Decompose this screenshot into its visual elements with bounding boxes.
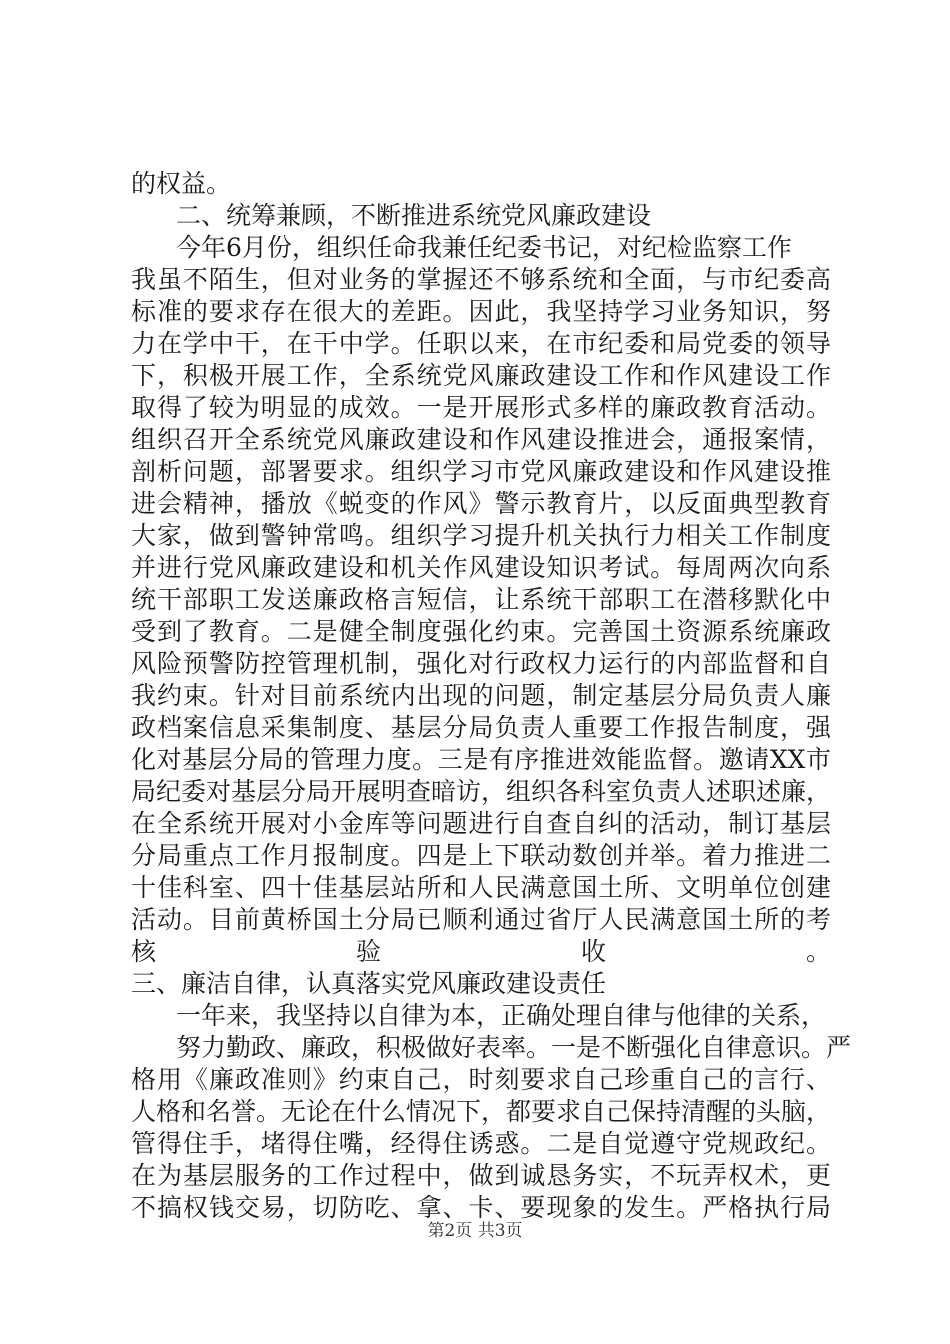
section-heading: 二、统筹兼顾，不断推进系统党风廉政建设 <box>176 201 652 230</box>
page-number-footer: 第2页 共3页 <box>427 1221 523 1241</box>
text-line: 化对基层分局的管理力度。三是有序推进效能监督。邀请XX市 <box>131 745 831 774</box>
text-line: 的权益。 <box>131 169 232 198</box>
text-line: 大家，做到警钟常鸣。组织学习提升机关执行力相关工作制度 <box>131 521 831 550</box>
text-line: 格用《廉政准则》约束自己，时刻要求自己珍重自己的言行、 <box>131 1065 831 1094</box>
text-line: 进会精神，播放《蜕变的作风》警示教育片，以反面典型教育 <box>131 489 831 518</box>
text-line: 取得了较为明显的成效。一是开展形式多样的廉政教育活动。 <box>131 393 831 422</box>
text-line: 政档案信息采集制度、基层分局负责人重要工作报告制度，强 <box>131 713 831 742</box>
text-line: 受到了教育。二是健全制度强化约束。完善国土资源系统廉政 <box>131 617 831 646</box>
text-line: 我虽不陌生，但对业务的掌握还不够系统和全面，与市纪委高 <box>131 265 831 294</box>
text-line: 下，积极开展工作，全系统党风廉政建设工作和作风建设工作 <box>131 361 831 390</box>
text-line: 统干部职工发送廉政格言短信，让系统干部职工在潜移默化中 <box>131 585 831 614</box>
paragraph-first-line: 努力勤政、廉政，积极做好表率。一是不断强化自律意识。严 <box>176 1033 852 1062</box>
section-heading: 一年来，我坚持以自律为本，正确处理自律与他律的关系， <box>176 1001 827 1030</box>
text-line: 在全系统开展对小金库等问题进行自查自纠的活动，制订基层 <box>131 809 831 838</box>
text-line: 剖析问题，部署要求。组织学习市党风廉政建设和作风建设推 <box>131 457 831 486</box>
text-line: 十佳科室、四十佳基层站所和人民满意国土所、文明单位创建 <box>131 873 831 902</box>
text-line: 局纪委对基层分局开展明查暗访，组织各科室负责人述职述廉， <box>131 777 832 806</box>
text-line: 并进行党风廉政建设和机关作风建设知识考试。每周两次向系 <box>131 553 831 582</box>
text-line: 活动。目前黄桥国土分局已顺利通过省厅人民满意国土所的考 <box>131 905 831 934</box>
text-line: 组织召开全系统党风廉政建设和作风建设推进会，通报案情， <box>131 425 831 454</box>
text-line: 力在学中干，在干中学。任职以来，在市纪委和局党委的领导 <box>131 329 831 358</box>
text-line: 在为基层服务的工作过程中，做到诚恳务实，不玩弄权术，更 <box>131 1161 831 1190</box>
text-line: 风险预警防控管理机制，强化对行政权力运行的内部监督和自 <box>131 649 831 678</box>
text-line: 管得住手，堵得住嘴，经得住诱惑。二是自觉遵守党规政纪。 <box>131 1129 831 1158</box>
text-line: 人格和名誉。无论在什么情况下，都要求自己保持清醒的头脑， <box>131 1097 832 1126</box>
text-line: 我约束。针对目前系统内出现的问题，制定基层分局负责人廉 <box>131 681 831 710</box>
paragraph-first-line: 今年6月份，组织任命我兼任纪委书记，对纪检监察工作 <box>176 233 792 262</box>
text-line: 标准的要求存在很大的差距。因此，我坚持学习业务知识，努 <box>131 297 831 326</box>
text-line: 分局重点工作月报制度。四是上下联动数创并举。着力推进二 <box>131 841 831 870</box>
text-line: 三、廉洁自律，认真落实党风廉政建设责任 <box>131 969 607 998</box>
body-text <box>131 168 852 1224</box>
text-line: 不搞权钱交易，切防吃、拿、卡、要现象的发生。严格执行局 <box>131 1193 831 1222</box>
text-line: 核验收。 <box>131 937 831 966</box>
